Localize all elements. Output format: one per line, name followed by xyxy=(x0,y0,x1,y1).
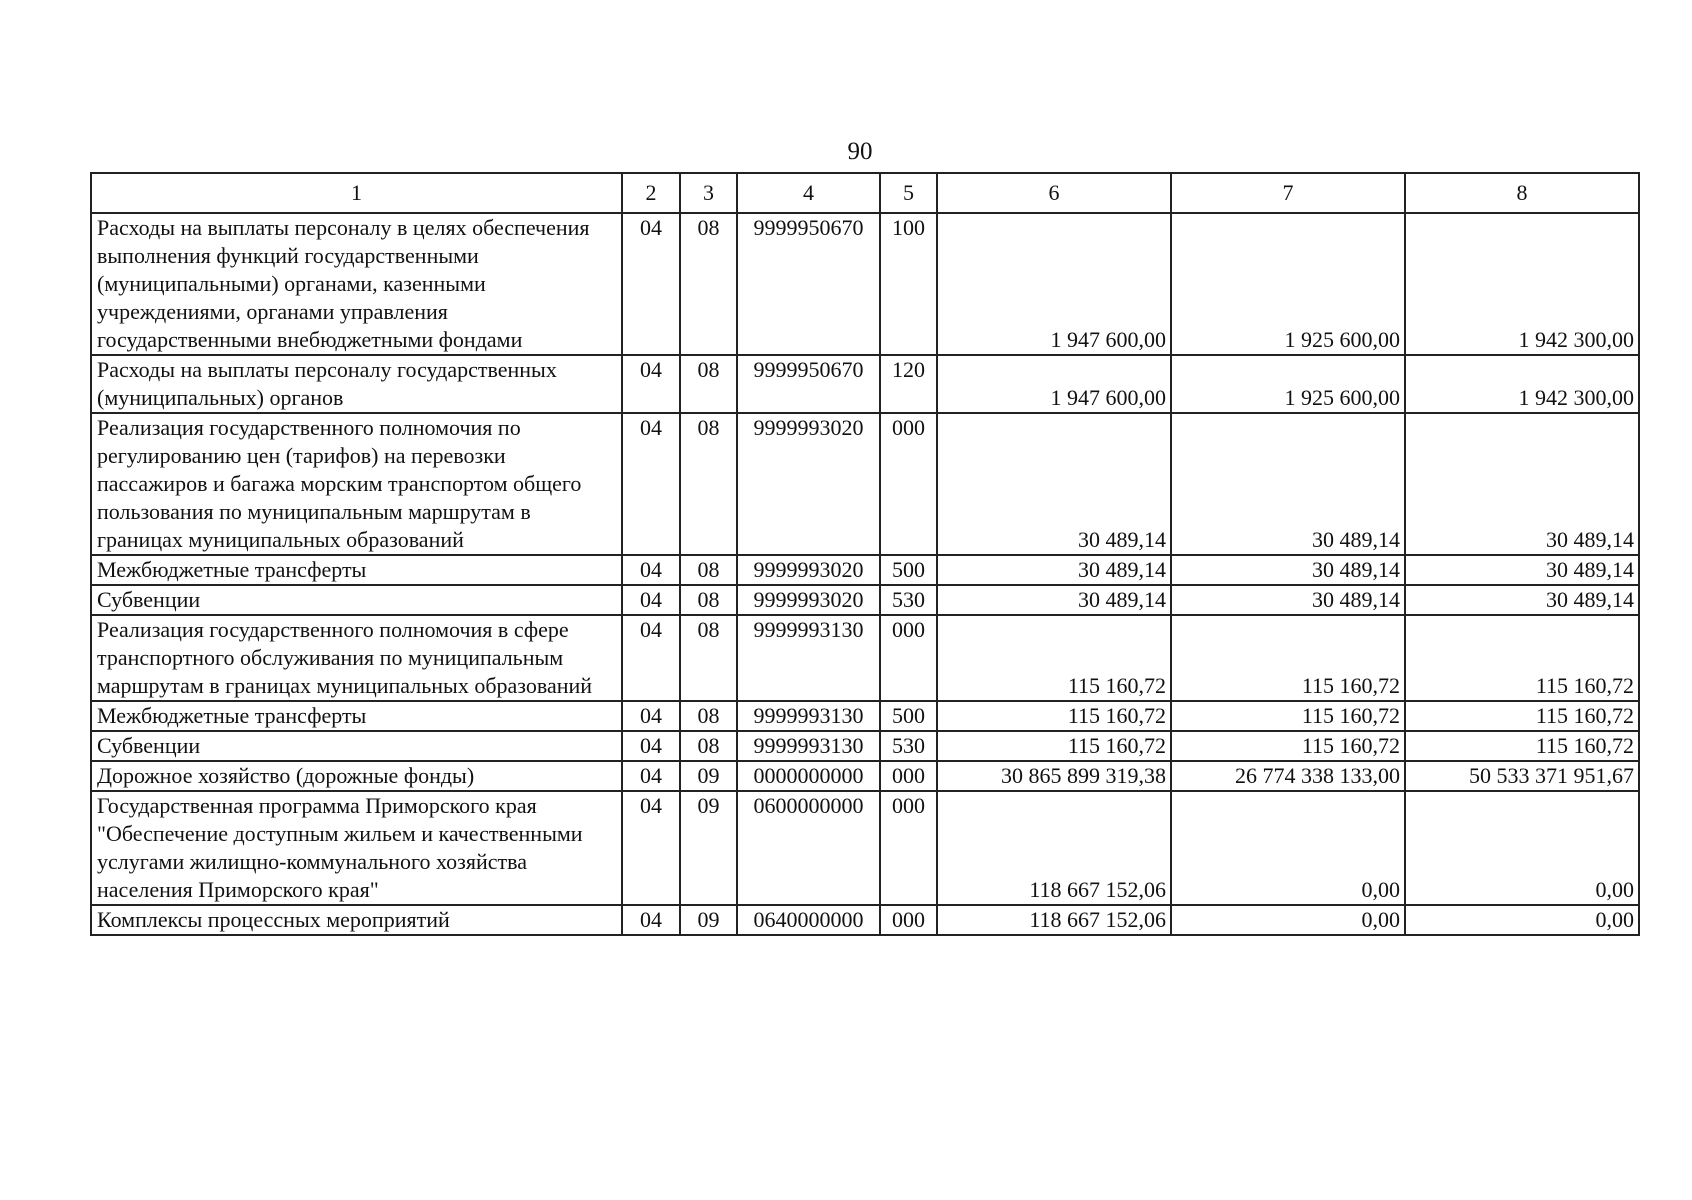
subsection-code: 08 xyxy=(680,585,737,615)
subsection-code: 08 xyxy=(680,701,737,731)
section-code: 04 xyxy=(622,701,680,731)
column-header: 5 xyxy=(880,173,937,213)
subsection-code: 08 xyxy=(680,213,737,355)
expense-type-code: 500 xyxy=(880,555,937,585)
amount-year-1: 30 489,14 xyxy=(937,555,1171,585)
amount-year-3: 0,00 xyxy=(1405,791,1639,905)
budget-table xyxy=(90,172,1640,936)
column-header: 1 xyxy=(91,173,622,213)
target-article-code: 9999950670 xyxy=(737,213,880,355)
table-row xyxy=(91,731,1639,761)
target-article-code: 9999993020 xyxy=(737,585,880,615)
target-article-code: 0000000000 xyxy=(737,761,880,791)
row-name: Межбюджетные трансферты xyxy=(91,701,622,731)
amount-year-3: 115 160,72 xyxy=(1405,615,1639,701)
amount-year-3: 115 160,72 xyxy=(1405,731,1639,761)
target-article-code: 9999993130 xyxy=(737,615,880,701)
table-row xyxy=(91,555,1639,585)
page-number: 90 xyxy=(847,138,873,165)
section-code: 04 xyxy=(622,905,680,935)
amount-year-3: 1 942 300,00 xyxy=(1405,213,1639,355)
table-row xyxy=(91,585,1639,615)
column-header: 8 xyxy=(1405,173,1639,213)
subsection-code: 09 xyxy=(680,761,737,791)
table-row xyxy=(91,213,1639,355)
section-code: 04 xyxy=(622,555,680,585)
amount-year-3: 30 489,14 xyxy=(1405,555,1639,585)
column-header: 6 xyxy=(937,173,1171,213)
table-row xyxy=(91,791,1639,905)
subsection-code: 08 xyxy=(680,731,737,761)
section-code: 04 xyxy=(622,355,680,413)
expense-type-code: 100 xyxy=(880,213,937,355)
amount-year-1: 118 667 152,06 xyxy=(937,791,1171,905)
amount-year-1: 30 489,14 xyxy=(937,413,1171,555)
section-code: 04 xyxy=(622,413,680,555)
section-code: 04 xyxy=(622,585,680,615)
target-article-code: 0640000000 xyxy=(737,905,880,935)
expense-type-code: 120 xyxy=(880,355,937,413)
amount-year-2: 115 160,72 xyxy=(1171,615,1405,701)
table-row xyxy=(91,761,1639,791)
expense-type-code: 500 xyxy=(880,701,937,731)
table-row xyxy=(91,701,1639,731)
amount-year-1: 115 160,72 xyxy=(937,731,1171,761)
target-article-code: 9999993130 xyxy=(737,701,880,731)
amount-year-2: 115 160,72 xyxy=(1171,731,1405,761)
amount-year-2: 30 489,14 xyxy=(1171,555,1405,585)
subsection-code: 08 xyxy=(680,413,737,555)
amount-year-2: 0,00 xyxy=(1171,791,1405,905)
row-name: Межбюджетные трансферты xyxy=(91,555,622,585)
amount-year-2: 30 489,14 xyxy=(1171,413,1405,555)
amount-year-3: 30 489,14 xyxy=(1405,413,1639,555)
expense-type-code: 000 xyxy=(880,615,937,701)
expense-type-code: 000 xyxy=(880,761,937,791)
amount-year-2: 26 774 338 133,00 xyxy=(1171,761,1405,791)
expense-type-code: 000 xyxy=(880,791,937,905)
expense-type-code: 530 xyxy=(880,731,937,761)
amount-year-3: 50 533 371 951,67 xyxy=(1405,761,1639,791)
target-article-code: 9999993020 xyxy=(737,413,880,555)
target-article-code: 9999993130 xyxy=(737,731,880,761)
amount-year-2: 30 489,14 xyxy=(1171,585,1405,615)
subsection-code: 08 xyxy=(680,355,737,413)
row-name: Дорожное хозяйство (дорожные фонды) xyxy=(91,761,622,791)
amount-year-1: 1 947 600,00 xyxy=(937,213,1171,355)
row-name: Расходы на выплаты персоналу государственных (муниципальных) органов xyxy=(91,355,622,413)
table-row xyxy=(91,905,1639,935)
amount-year-2: 115 160,72 xyxy=(1171,701,1405,731)
target-article-code: 0600000000 xyxy=(737,791,880,905)
table-header-row xyxy=(91,173,1639,213)
row-name: Комплексы процессных мероприятий xyxy=(91,905,622,935)
expense-type-code: 000 xyxy=(880,905,937,935)
amount-year-1: 115 160,72 xyxy=(937,615,1171,701)
section-code: 04 xyxy=(622,731,680,761)
amount-year-1: 118 667 152,06 xyxy=(937,905,1171,935)
amount-year-1: 115 160,72 xyxy=(937,701,1171,731)
amount-year-3: 30 489,14 xyxy=(1405,585,1639,615)
subsection-code: 09 xyxy=(680,905,737,935)
amount-year-2: 1 925 600,00 xyxy=(1171,355,1405,413)
target-article-code: 9999950670 xyxy=(737,355,880,413)
row-name: Реализация государственного полномочия по регулированию цен (тарифов) на перевозки пассажиров и багажа морским транспортом общего пользования по муниципальным маршрутам в границах муниципальных образований xyxy=(91,413,622,555)
amount-year-3: 1 942 300,00 xyxy=(1405,355,1639,413)
row-name: Реализация государственного полномочия в сфере транспортного обслуживания по муниципальным маршрутам в границах муниципальных образований xyxy=(91,615,622,701)
expense-type-code: 000 xyxy=(880,413,937,555)
section-code: 04 xyxy=(622,791,680,905)
amount-year-3: 0,00 xyxy=(1405,905,1639,935)
table-row xyxy=(91,413,1639,555)
section-code: 04 xyxy=(622,761,680,791)
table-row xyxy=(91,355,1639,413)
row-name: Государственная программа Приморского края "Обеспечение доступным жильем и качественными услугами жилищно-коммунального хозяйства населения Приморского края" xyxy=(91,791,622,905)
row-name: Субвенции xyxy=(91,731,622,761)
amount-year-2: 0,00 xyxy=(1171,905,1405,935)
subsection-code: 08 xyxy=(680,555,737,585)
table-row xyxy=(91,615,1639,701)
amount-year-3: 115 160,72 xyxy=(1405,701,1639,731)
section-code: 04 xyxy=(622,615,680,701)
column-header: 7 xyxy=(1171,173,1405,213)
row-name: Субвенции xyxy=(91,585,622,615)
amount-year-1: 1 947 600,00 xyxy=(937,355,1171,413)
subsection-code: 08 xyxy=(680,615,737,701)
column-header: 3 xyxy=(680,173,737,213)
expense-type-code: 530 xyxy=(880,585,937,615)
amount-year-1: 30 489,14 xyxy=(937,585,1171,615)
row-name: Расходы на выплаты персоналу в целях обеспечения выполнения функций государственными (муниципальными) органами, казенными учреждениями, органами управления государственными внебюджетными фондами xyxy=(91,213,622,355)
amount-year-2: 1 925 600,00 xyxy=(1171,213,1405,355)
amount-year-1: 30 865 899 319,38 xyxy=(937,761,1171,791)
subsection-code: 09 xyxy=(680,791,737,905)
column-header: 4 xyxy=(737,173,880,213)
section-code: 04 xyxy=(622,213,680,355)
column-header: 2 xyxy=(622,173,680,213)
target-article-code: 9999993020 xyxy=(737,555,880,585)
